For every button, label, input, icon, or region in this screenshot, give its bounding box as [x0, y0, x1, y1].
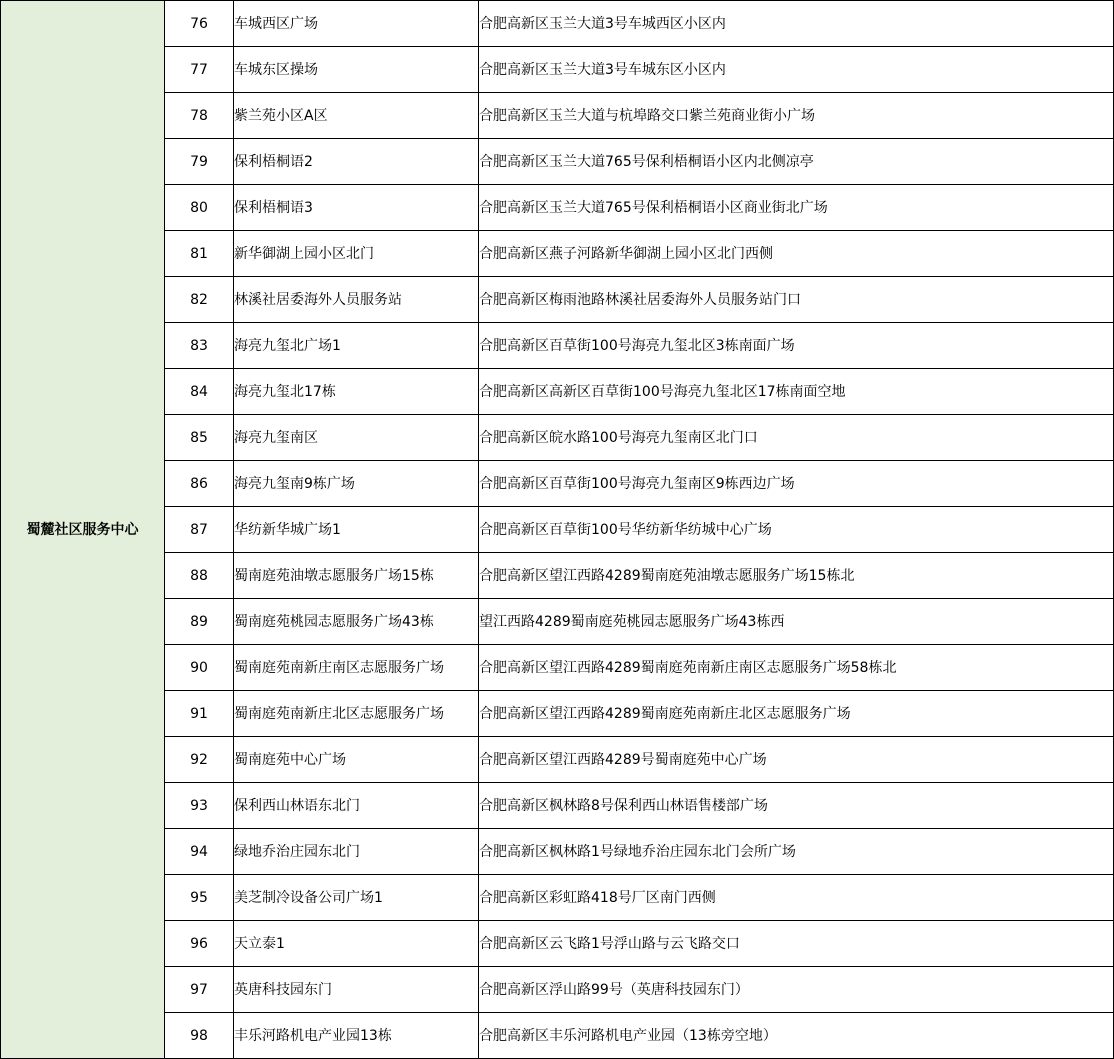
location-name-cell[interactable]: 蜀南庭苑桃园志愿服务广场43栋: [234, 599, 479, 645]
table-row: [1, 599, 1114, 645]
table-row: [1, 737, 1114, 783]
table-row: [1, 783, 1114, 829]
address-cell[interactable]: 合肥高新区燕子河路新华御湖上园小区北门西侧: [479, 231, 1114, 277]
location-name-cell[interactable]: 海亮九玺北17栋: [234, 369, 479, 415]
table-row: [1, 47, 1114, 93]
location-name-cell[interactable]: 蜀南庭苑中心广场: [234, 737, 479, 783]
address-cell[interactable]: 合肥高新区玉兰大道765号保利梧桐语小区内北侧凉亭: [479, 139, 1114, 185]
address-cell[interactable]: 合肥高新区高新区百草街100号海亮九玺北区17栋南面空地: [479, 369, 1114, 415]
table-row: [1, 553, 1114, 599]
location-name-cell[interactable]: 海亮九玺南区: [234, 415, 479, 461]
table-row: [1, 645, 1114, 691]
table-row: [1, 323, 1114, 369]
table-row: [1, 369, 1114, 415]
row-number-cell[interactable]: 98: [165, 1013, 234, 1059]
row-number-cell[interactable]: 93: [165, 783, 234, 829]
location-name-cell[interactable]: 美芝制冷设备公司广场1: [234, 875, 479, 921]
location-name-cell[interactable]: 林溪社居委海外人员服务站: [234, 277, 479, 323]
table-row: [1, 277, 1114, 323]
table-row: [1, 875, 1114, 921]
row-number-cell[interactable]: 76: [165, 1, 234, 47]
row-number-cell[interactable]: 96: [165, 921, 234, 967]
table-row: [1, 507, 1114, 553]
location-name-cell[interactable]: 绿地乔治庄园东北门: [234, 829, 479, 875]
address-cell[interactable]: 望江西路4289蜀南庭苑桃园志愿服务广场43栋西: [479, 599, 1114, 645]
location-name-cell[interactable]: 保利梧桐语2: [234, 139, 479, 185]
address-cell[interactable]: 合肥高新区丰乐河路机电产业园（13栋旁空地）: [479, 1013, 1114, 1059]
table-row: [1, 461, 1114, 507]
table-row: [1, 93, 1114, 139]
table-row: [1, 231, 1114, 277]
address-cell[interactable]: 合肥高新区玉兰大道3号车城东区小区内: [479, 47, 1114, 93]
address-cell[interactable]: 合肥高新区望江西路4289蜀南庭苑南新庄南区志愿服务广场58栋北: [479, 645, 1114, 691]
row-number-cell[interactable]: 81: [165, 231, 234, 277]
address-cell[interactable]: 合肥高新区云飞路1号浮山路与云飞路交口: [479, 921, 1114, 967]
address-cell[interactable]: 合肥高新区梅雨池路林溪社居委海外人员服务站门口: [479, 277, 1114, 323]
location-name-cell[interactable]: 海亮九玺南9栋广场: [234, 461, 479, 507]
location-name-cell[interactable]: 英唐科技园东门: [234, 967, 479, 1013]
location-name-cell[interactable]: 蜀南庭苑南新庄南区志愿服务广场: [234, 645, 479, 691]
address-cell[interactable]: 合肥高新区枫林路1号绿地乔治庄园东北门会所广场: [479, 829, 1114, 875]
row-number-cell[interactable]: 94: [165, 829, 234, 875]
table-row: [1, 691, 1114, 737]
row-number-cell[interactable]: 91: [165, 691, 234, 737]
row-number-cell[interactable]: 88: [165, 553, 234, 599]
table-row: [1, 185, 1114, 231]
address-cell[interactable]: 合肥高新区浮山路99号（英唐科技园东门）: [479, 967, 1114, 1013]
location-name-cell[interactable]: 紫兰苑小区A区: [234, 93, 479, 139]
row-number-cell[interactable]: 92: [165, 737, 234, 783]
row-number-cell[interactable]: 77: [165, 47, 234, 93]
address-cell[interactable]: 合肥高新区玉兰大道3号车城西区小区内: [479, 1, 1114, 47]
row-number-cell[interactable]: 84: [165, 369, 234, 415]
row-number-cell[interactable]: 79: [165, 139, 234, 185]
row-number-cell[interactable]: 78: [165, 93, 234, 139]
address-cell[interactable]: 合肥高新区皖水路100号海亮九玺南区北门口: [479, 415, 1114, 461]
table-row: [1, 139, 1114, 185]
location-name-cell[interactable]: 保利西山林语东北门: [234, 783, 479, 829]
row-number-cell[interactable]: 87: [165, 507, 234, 553]
row-number-cell[interactable]: 89: [165, 599, 234, 645]
row-number-cell[interactable]: 86: [165, 461, 234, 507]
address-cell[interactable]: 合肥高新区玉兰大道与杭埠路交口紫兰苑商业街小广场: [479, 93, 1114, 139]
address-cell[interactable]: 合肥高新区百草街100号华纺新华纺城中心广场: [479, 507, 1114, 553]
row-number-cell[interactable]: 85: [165, 415, 234, 461]
row-number-cell[interactable]: 83: [165, 323, 234, 369]
address-cell[interactable]: 合肥高新区望江西路4289号蜀南庭苑中心广场: [479, 737, 1114, 783]
address-cell[interactable]: 合肥高新区玉兰大道765号保利梧桐语小区商业街北广场: [479, 185, 1114, 231]
row-number-cell[interactable]: 82: [165, 277, 234, 323]
address-cell[interactable]: 合肥高新区百草街100号海亮九玺南区9栋西边广场: [479, 461, 1114, 507]
address-cell[interactable]: 合肥高新区百草街100号海亮九玺北区3栋南面广场: [479, 323, 1114, 369]
service-center-cell[interactable]: 蜀麓社区服务中心: [1, 1, 165, 1059]
location-name-cell[interactable]: 保利梧桐语3: [234, 185, 479, 231]
row-number-cell[interactable]: 95: [165, 875, 234, 921]
table-body: [1, 1, 1114, 1059]
address-cell[interactable]: 合肥高新区枫林路8号保利西山林语售楼部广场: [479, 783, 1114, 829]
row-number-cell[interactable]: 80: [165, 185, 234, 231]
location-name-cell[interactable]: 海亮九玺北广场1: [234, 323, 479, 369]
location-name-cell[interactable]: 蜀南庭苑油墩志愿服务广场15栋: [234, 553, 479, 599]
location-name-cell[interactable]: 车城西区广场: [234, 1, 479, 47]
location-name-cell[interactable]: 蜀南庭苑南新庄北区志愿服务广场: [234, 691, 479, 737]
address-cell[interactable]: 合肥高新区彩虹路418号厂区南门西侧: [479, 875, 1114, 921]
table-row: [1, 415, 1114, 461]
location-name-cell[interactable]: 丰乐河路机电产业园13栋: [234, 1013, 479, 1059]
location-name-cell[interactable]: 新华御湖上园小区北门: [234, 231, 479, 277]
row-number-cell[interactable]: 90: [165, 645, 234, 691]
address-cell[interactable]: 合肥高新区望江西路4289蜀南庭苑南新庄北区志愿服务广场: [479, 691, 1114, 737]
table-row: [1, 921, 1114, 967]
table-row: [1, 967, 1114, 1013]
location-name-cell[interactable]: 天立泰1: [234, 921, 479, 967]
row-number-cell[interactable]: 97: [165, 967, 234, 1013]
table-row: [1, 829, 1114, 875]
location-name-cell[interactable]: 华纺新华城广场1: [234, 507, 479, 553]
address-cell[interactable]: 合肥高新区望江西路4289蜀南庭苑油墩志愿服务广场15栋北: [479, 553, 1114, 599]
table-row: [1, 1, 1114, 47]
table-row: [1, 1013, 1114, 1059]
location-name-cell[interactable]: 车城东区操场: [234, 47, 479, 93]
